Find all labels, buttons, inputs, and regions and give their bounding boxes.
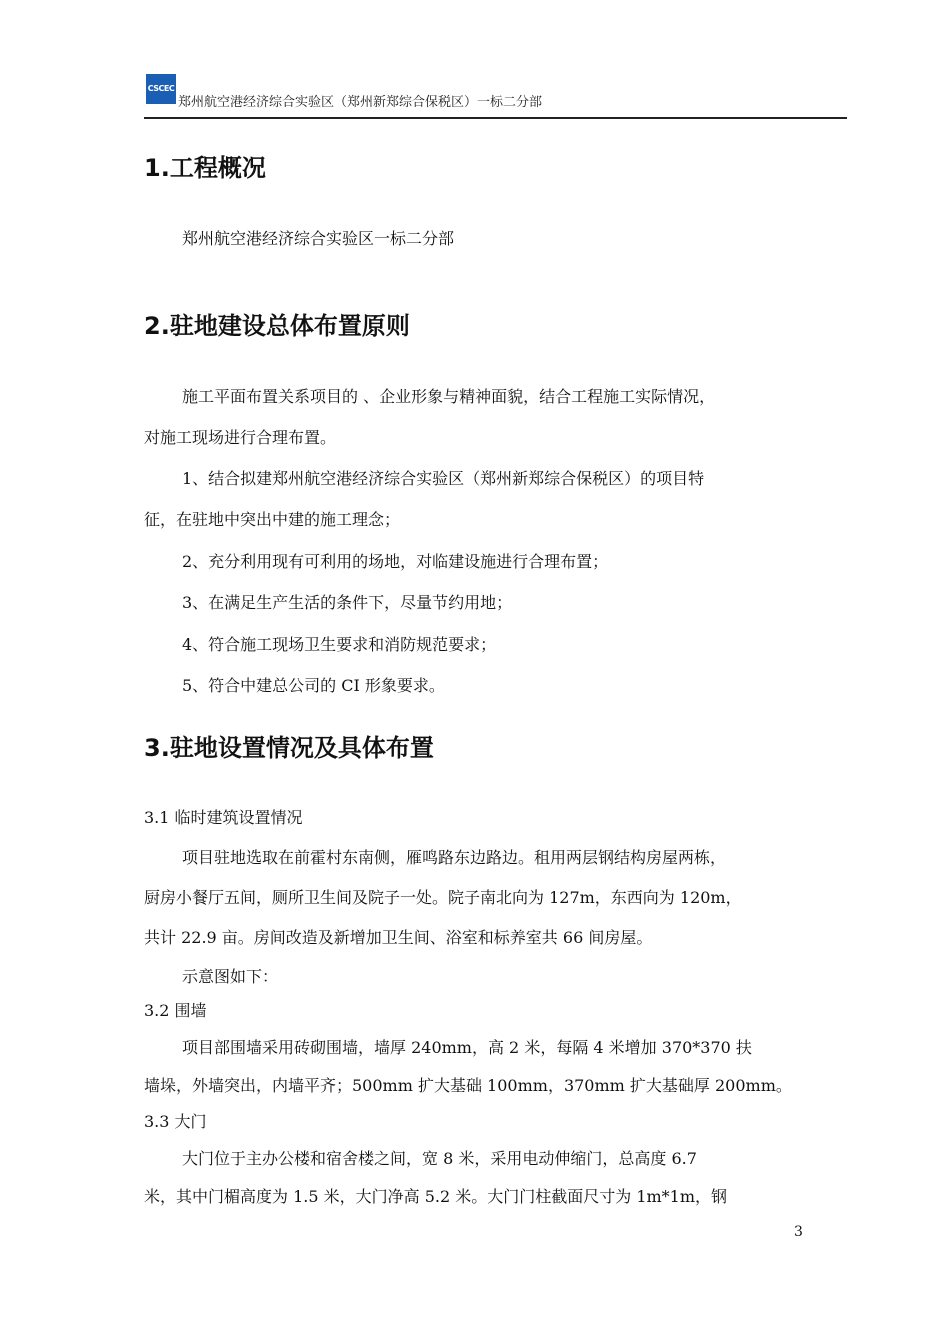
s3-sub1-title: 3.1 临时建筑设置情况 [144, 808, 303, 827]
heading-3: 3.驻地设置情况及具体布置 [144, 734, 434, 762]
s3-sub1-line1: 项目驻地选取在前霍村东南侧，雁鸣路东边路边。租用两层钢结构房屋两栋， [182, 848, 727, 867]
s2-intro-line1: 施工平面布置关系项目的 、企业形象与精神面貌，结合工程施工实际情况， [182, 387, 716, 406]
s3-sub2-title: 3.2 围墙 [144, 1001, 207, 1020]
s2-item3: 3、在满足生产生活的条件下，尽量节约用地； [182, 593, 513, 612]
s2-item2: 2、充分利用现有可利用的场地，对临建设施进行合理布置； [182, 552, 609, 571]
s3-sub1-line2: 厨房小餐厅五间，厕所卫生间及院子一处。院子南北向为 127m，东西向为 120m， [144, 888, 742, 907]
heading-1: 1.工程概况 [144, 154, 266, 182]
s2-item4: 4、符合施工现场卫生要求和消防规范要求； [182, 635, 497, 654]
header-title: 郑州航空港经济综合实验区（郑州新郑综合保税区）一标二分部 [178, 95, 543, 110]
s3-sub2-line2: 墙垛，外墙突出，内墙平齐；500mm 扩大基础 100mm，370mm 扩大基础厚 200mm。 [144, 1076, 792, 1095]
s3-sub1-line4: 示意图如下： [182, 967, 279, 986]
s2-intro-line2: 对施工现场进行合理布置。 [144, 428, 337, 447]
s3-sub3-line1: 大门位于主办公楼和宿舍楼之间，宽 8 米，采用电动伸缩门，总高度 6.7 [182, 1149, 697, 1168]
s2-item5: 5、符合中建总公司的 CI 形象要求。 [182, 676, 445, 695]
s1-body: 郑州航空港经济综合实验区一标二分部 [182, 229, 455, 248]
company-logo: CSCEC [146, 74, 176, 104]
header-rule [144, 117, 847, 119]
page-number: 3 [794, 1224, 803, 1240]
s2-item1-line1: 1、结合拟建郑州航空港经济综合实验区（郑州新郑综合保税区）的项目特 [182, 469, 705, 488]
heading-2: 2.驻地建设总体布置原则 [144, 312, 410, 340]
s3-sub3-title: 3.3 大门 [144, 1112, 207, 1131]
s2-item1-line2: 征，在驻地中突出中建的施工理念； [144, 510, 401, 529]
s3-sub2-line1: 项目部围墙采用砖砌围墙，墙厚 240mm，高 2 米，每隔 4 米增加 370*370 扶 [182, 1038, 752, 1057]
s3-sub1-line3: 共计 22.9 亩。房间改造及新增加卫生间、浴室和标养室共 66 间房屋。 [144, 928, 653, 947]
s3-sub3-line2: 米，其中门楣高度为 1.5 米，大门净高 5.2 米。大门门柱截面尺寸为 1m*1m，钢 [144, 1187, 728, 1206]
